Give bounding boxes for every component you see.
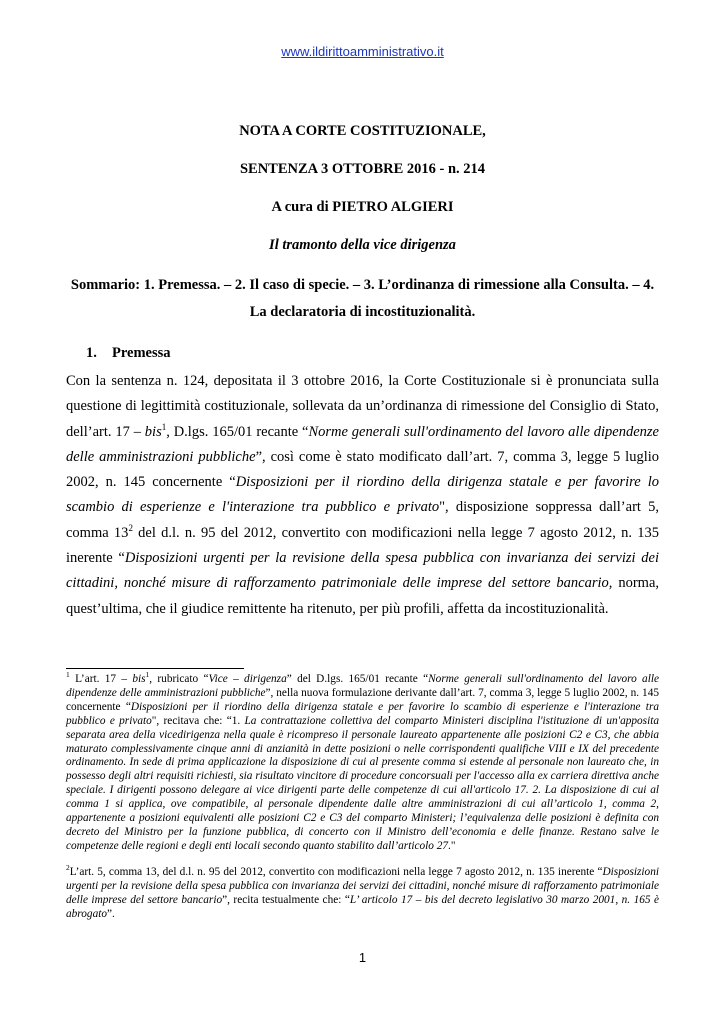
footnote-1 <box>66 670 659 854</box>
page-number: 1 <box>358 950 367 965</box>
footnote-text: , rubricato “ <box>149 673 209 685</box>
footnote-ref-2[interactable]: 2 <box>128 522 133 533</box>
body-paragraph <box>66 369 659 622</box>
title-author: A cura di PIETRO ALGIERI <box>271 199 454 215</box>
body-text-italic: Disposizioni urgenti per la revisione della spesa pubblica con invarianza dei servizi dei cittadini, nonché misure di rafforzamento patrimoniale delle imprese del settore bancario, <box>66 550 659 592</box>
body-text-italic: Norme generali sull'ordinamento del lavoro alle dipendenze delle amministrazioni pubbliche <box>66 423 659 465</box>
footnote-text: ", recitava che: “1. <box>151 714 245 727</box>
footnote-text: ." <box>448 839 456 852</box>
title-block <box>66 122 659 274</box>
site-url-link[interactable]: www.ildirittoamministrativo.it <box>281 44 444 59</box>
body-text-italic: Disposizioni per il riordino della dirigenza statale e per favorire lo scambio di esperienze e l'interazione tra pubblico e privato <box>66 474 659 516</box>
footnote-mark: 1 <box>66 670 70 680</box>
footnote-text: ”, recita testualmente che: “ <box>222 893 350 906</box>
footnote-mark: 2 <box>66 863 70 873</box>
footnote-italic: bis <box>132 673 146 685</box>
footnote-2 <box>66 863 659 922</box>
section-number: 1. <box>86 345 97 361</box>
footnote-italic: Norme generali sull'ordinamento del lavoro alle dipendenze delle amministrazioni pubbliche <box>66 673 659 699</box>
footnote-italic: Vice – dirigenza <box>208 673 287 685</box>
section-title: Premessa <box>112 345 171 361</box>
body-text-run: Con la sentenza n. 124, depositata il 3 ottobre 2016, la Corte Costituzionale si è pronunciata sulla questione di legittimità costituzionale, sollevata da un’ordinanza di rimessione del Consiglio di Stato, dell’art. 17 – <box>66 373 659 440</box>
title-line-1: NOTA A CORTE COSTITUZIONALE, <box>239 123 486 139</box>
footnote-ref-1[interactable]: 1 <box>161 421 167 432</box>
section-heading <box>86 345 171 362</box>
footnotes <box>66 670 659 933</box>
footnote-text: L’art. 17 – <box>69 673 133 685</box>
summary: Sommario: 1. Premessa. – 2. Il caso di specie. – 3. L’ordinanza di rimessione alla Consulta. – 4. La declaratoria di incostituzionalità. <box>70 277 655 320</box>
footnote-italic: L’ articolo 17 – bis del decreto legislativo 30 marzo 2001, n. 165 è abrogato <box>66 893 659 920</box>
title-subtitle: Il tramonto della vice dirigenza <box>269 237 456 253</box>
body-text-italic: bis <box>144 423 162 440</box>
body-text-run: ”, così come è stato modificato dall’art. 7, comma 3, legge 5 luglio 2002, n. 145 concernente “ <box>66 448 660 491</box>
footnote-italic: La contrattazione collettiva del comparto Ministeri disciplina l'istituzione di un'apposita separata area della vicedirigenza nella quale è ricompreso il personale laureato appartenente alle posizioni C2 e C3, che abbia maturato complessivamente cinque anni di anzianità in dette posizioni o nelle corrispondenti qualifiche VIII e IX del precedente ordinamento. In sede di prima applicazione la disposizione di cui al presente comma si estende al personale non laureato che, in possesso degli altri requisiti richiesti, sia risultato vincitore di procedure concorsuali per l'accesso alla ex carriera direttiva anche speciale. I dirigenti possono delegare ai vice dirigenti parte delle competenze di cui all'articolo 17. 2. La disposizione di cui al comma 1 si applica, ove compatibile, al personale dipendente dalle altre amministrazioni di cui all’articolo 1, comma 2, appartenente a posizioni equivalenti alle posizioni C2 e C3 del comparto Ministeri; l’equivalenza delle posizioni è definita con decreto del Ministro per la funzione pubblica, di concerto con il Ministro dell’economia e delle finanze. Restano salve le competenze delle regioni e degli enti locali secondo quanto stabilito dall’articolo 27 <box>66 714 659 852</box>
footnote-divider <box>66 668 244 669</box>
footnote-italic: Disposizioni urgenti per la revisione della spesa pubblica con invarianza dei servizi dei cittadini, nonché misure di rafforzamento patrimoniale delle imprese del settore bancario <box>66 865 659 906</box>
body-text-run: del d.l. n. 95 del 2012, convertito con modificazioni nella legge 7 agosto 2012, n. 135 inerente “ <box>66 524 659 567</box>
footnote-text: ” del D.lgs. 165/01 recante “ <box>286 673 429 685</box>
footnote-text: ”, nella nuova formulazione derivante dall’art. 7, comma 3, legge 5 luglio 2002, n. 145 concernente “ <box>66 686 659 713</box>
body-text-run: ", disposizione soppressa dall’art 5, comma 13 <box>66 499 659 541</box>
footnote-text: L’art. 5, comma 13, del d.l. n. 95 del 2012, convertito con modificazioni nella legge 7 agosto 2012, n. 135 inerente “ <box>69 865 603 878</box>
title-line-2: SENTENZA 3 OTTOBRE 2016 - n. 214 <box>239 161 486 177</box>
footnote-text: ”. <box>107 907 115 920</box>
footnote-italic: Disposizioni per il riordino della dirigenza statale e per favorire lo scambio di esperienze e l'interazione tra pubblico e privato <box>66 700 659 727</box>
body-text-run: , D.lgs. 165/01 recante “ <box>166 423 309 440</box>
footnote-mark: 1 <box>145 670 150 680</box>
body-text-run: norma, quest’ultima, che il giudice remittente ha ritenuto, per più profili, affetta da incostituzionalità. <box>66 575 660 617</box>
